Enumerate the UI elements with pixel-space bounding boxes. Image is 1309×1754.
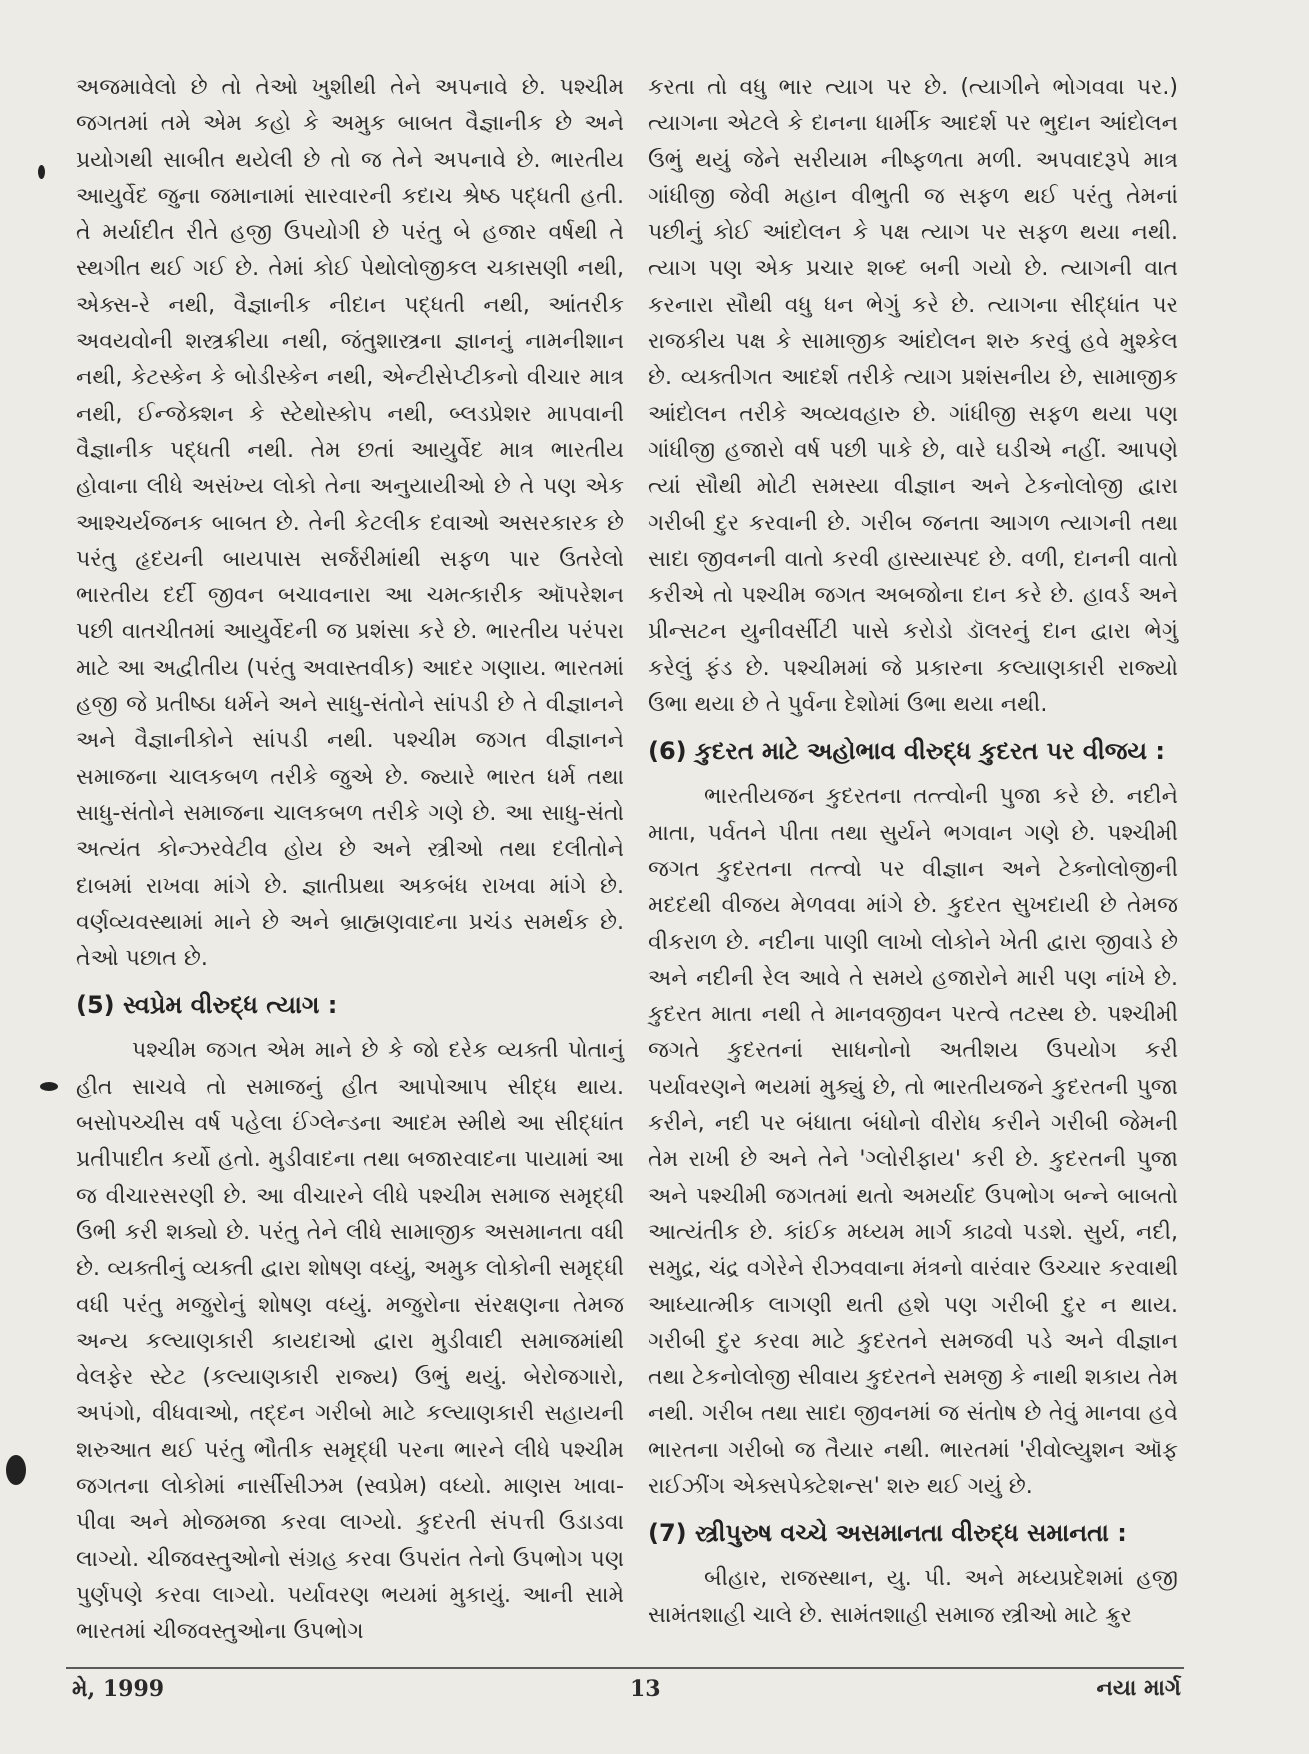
paragraph: કરતા તો વધુ ભાર ત્યાગ પર છે. (ત્યાગીને ભોગવવા પર.) ત્યાગના એટલે કે દાનના ધાર્મીક આદર્શ પર ભુદાન આંદોલન ઉભું થયું જેને સરીયામ નીષ્ફળતા મળી. અપવાદરૂપે માત્ર ગાંધીજી જેવી મહાન વીભુતી જ સફળ થઈ પરંતુ તેમનાં પછીનું કોઈ આંદોલન કે પક્ષ ત્યાગ પર સફળ થયા નથી. ત્યાગ પણ એક પ્રચાર શબ્દ બની ગયો છે. ત્યાગની વાત કરનારા સૌથી વધુ ધન ભેગું કરે છે. ત્યાગના સીદ્ધાંત પર રાજકીય પક્ષ કે સામાજીક આંદોલન શરુ કરવું હવે મુશ્કેલ છે. વ્યક્તીગત આદર્શ તરીકે ત્યાગ પ્રશંસનીય છે, સામાજીક આંદોલન તરીકે અવ્યવહારુ છે. ગાંધીજી સફળ થયા પણ ગાંધીજી હજારો વર્ષ પછી પાકે છે, વારે ઘડીએ નહીં. આપણે ત્યાં સૌથી મોટી સમસ્યા વીજ્ઞાન અને ટેકનોલોજી દ્વારા ગરીબી દુર કરવાની છે. ગરીબ જનતા આગળ ત્યાગની તથા સાદા જીવનની વાતો કરવી હાસ્યાસ્પદ છે. વળી, દાનની વાતો કરીએ તો પશ્ચીમ જગત અબજોના દાન કરે છે. હાવર્ડ અને પ્રીન્સટન યુનીવર્સીટી પાસે કરોડો ડૉલરનું દાન દ્વારા ભેગું કરેલું ફંડ છે. પશ્ચીમમાં જે પ્રકારના કલ્યાણકારી રાજ્યો ઉભા થયા છે તે પુર્વના દેશોમાં ઉભા થયા નથી. [648,75,1178,718]
section-heading-7: (7) સ્ત્રીપુરુષ વચ્ચે અસમાનતા વીરુદ્ધ સમાનતા : [648,1519,1127,1548]
paragraph: અજમાવેલો છે તો તેઓ ખુશીથી તેને અપનાવે છે. પશ્ચીમ જગતમાં તમે એમ કહો કે અમુક બાબત વૈજ્ઞાનીક છે અને પ્રયોગથી સાબીત થયેલી છે તો જ તેને અપનાવે છે. ભારતીય આયુર્વેદ જુના જમાનામાં સારવારની કદાચ શ્રેષ્ઠ પદ્ધતી હતી. તે મર્યાદીત રીતે હજી ઉપયોગી છે પરંતુ બે હજાર વર્ષથી તે સ્થગીત થઈ ગઈ છે. તેમાં કોઈ પેથોલોજીકલ ચકાસણી નથી, એક્સ-રે નથી, વૈજ્ઞાનીક નીદાન પદ્ધતી નથી, આંતરીક અવયવોની શસ્ત્રક્રીયા નથી, જંતુશાસ્ત્રના જ્ઞાનનું નામનીશાન નથી, કેટસ્કેન કે બોડીસ્કેન નથી, એન્ટીસેપ્ટીકનો વીચાર માત્ર નથી, ઈન્જેક્શન કે સ્ટેથોસ્કોપ નથી, બ્લડપ્રેશર માપવાની વૈજ્ઞાનીક પદ્ધતી નથી. તેમ છતાં આયુર્વેદ માત્ર ભારતીય હોવાના લીધે અસંખ્ય લોકો તેના અનુયાયીઓ છે તે પણ એક આશ્ચર્યજનક બાબત છે. તેની કેટલીક દવાઓ અસરકારક છે પરંતુ હૃદયની બાયપાસ સર્જરીમાંથી સફળ પાર ઉતરેલો ભારતીય દર્દી જીવન બચાવનારા આ ચમત્કારીક ઑપરેશન પછી વાતચીતમાં આયુર્વેદની જ પ્રશંસા કરે છે. ભારતીય પરંપરા માટે આ અદ્વીતીય (પરંતુ અવાસ્તવીક) આદર ગણાય. ભારતમાં હજી જે પ્રતીષ્ઠા ધર્મને અને સાધુ-સંતોને સાંપડી છે તે વીજ્ઞાનને અને વૈજ્ઞાનીકોને સાંપડી નથી. પશ્ચીમ જગત વીજ્ઞાનને સમાજના ચાલકબળ તરીકે જુએ છે. જ્યારે ભારત ધર્મ તથા સાધુ-સંતોને સમાજના ચાલકબળ તરીકે ગણે છે. આ સાધુ-સંતો અત્યંત કોન્ઝરવેટીવ હોય છે અને સ્ત્રીઓ તથા દલીતોને દાબમાં રાખવા માંગે છે. જ્ઞાતીપ્રથા અકબંધ રાખવા માંગે છે. વર્ણવ્યવસ્થામાં માને છે અને બ્રાહ્મણવાદના પ્રચંડ સમર્થક છે. તેઓ પછાત છે. [76,75,624,972]
footer-divider [66,1667,1184,1669]
issue-date: મે, 1999 [72,1676,165,1702]
print-speck [40,1082,58,1091]
right-column [648,70,1178,1634]
print-speck [6,1455,26,1485]
print-speck [38,165,45,179]
left-column [76,70,624,1650]
section-heading-5: (5) સ્વપ્રેમ વીરુદ્ધ ત્યાગ : [76,991,338,1020]
paragraph: બીહાર, રાજસ્થાન, યુ. પી. અને મધ્યપ્રદેશમાં હજી સામંતશાહી ચાલે છે. સામંતશાહી સમાજ સ્ત્રીઓ માટે ક્રુર [648,1566,1178,1628]
paragraph: ભારતીયજન કુદરતના તત્ત્વોની પુજા કરે છે. નદીને માતા, પર્વતને પીતા તથા સુર્યને ભગવાન ગણે છે. પશ્ચીમી જગત કુદરતના તત્ત્વો પર વીજ્ઞાન અને ટેક્નોલોજીની મદદથી વીજય મેળવવા માંગે છે. કુદરત સુખદાયી છે તેમજ વીકરાળ છે. નદીના પાણી લાખો લોકોને ખેતી દ્વારા જીવાડે છે અને નદીની રેલ આવે તે સમયે હજારોને મારી પણ નાંખે છે. કુદરત માતા નથી તે માનવજીવન પરત્વે તટસ્થ છે. પશ્ચીમી જગતે કુદરતનાં સાધનોનો અતીશય ઉપયોગ કરી પર્યાવરણને ભયમાં મુક્યું છે, તો ભારતીયજને કુદરતની પુજા કરીને, નદી પર બંધાતા બંધોનો વીરોધ કરીને ગરીબી જેમની તેમ રાખી છે અને તેને 'ગ્લોરીફાય' કરી છે. કુદરતની પુજા અને પશ્ચીમી જગતમાં થતો અમર્યાદ ઉપભોગ બન્ને બાબતો આત્યંતીક છે. કાંઈક મધ્યમ માર્ગ કાઢવો પડશે. સુર્ય, નદી, સમુદ્ર, ચંદ્ર વગેરેને રીઝવવાના મંત્રનો વારંવાર ઉચ્ચાર કરવાથી આધ્યાત્મીક લાગણી થતી હશે પણ ગરીબી દુર ન થાય. ગરીબી દુર કરવા માટે કુદરતને સમજવી પડે અને વીજ્ઞાન તથા ટેકનોલોજી સીવાય કુદરતને સમજી કે નાથી શકાય તેમ નથી. ગરીબ તથા સાદા જીવનમાં જ સંતોષ છે તેવું માનવા હવે ભારતના ગરીબો જ તૈયાર નથી. ભારતમાં 'રીવોલ્યુશન ઑફ રાઈઝીંગ એક્સપેક્ટેશન્સ' શરુ થઈ ગયું છે. [648,784,1178,1499]
page-number: 13 [630,1676,661,1702]
paragraph: પશ્ચીમ જગત એમ માને છે કે જો દરેક વ્યક્તી પોતાનું હીત સાચવે તો સમાજનું હીત આપોઆપ સીદ્ધ થાય. બસોપચ્ચીસ વર્ષ પહેલા ઈંગ્લેન્ડના આદમ સ્મીથે આ સીદ્ધાંત પ્રતીપાદીત કર્યો હતો. મુડીવાદના તથા બજારવાદના પાયામાં આ જ વીચારસરણી છે. આ વીચારને લીધે પશ્ચીમ સમાજ સમૃદ્ધી ઉભી કરી શક્યો છે. પરંતુ તેને લીધે સામાજીક અસમાનતા વધી છે. વ્યક્તીનું વ્યક્તી દ્વારા શોષણ વધ્યું, અમુક લોકોની સમૃદ્ધી વધી પરંતુ મજુરોનું શોષણ વધ્યું. મજુરોના સંરક્ષણના તેમજ અન્ય કલ્યાણકારી કાયદાઓ દ્વારા મુડીવાદી સમાજમાંથી વેલફેર સ્ટેટ (કલ્યાણકારી રાજ્ય) ઉભું થયું. બેરોજગારો, અપંગો, વીધવાઓ, તદ્દન ગરીબો માટે કલ્યાણકારી સહાયની શરુઆત થઈ પરંતુ ભૌતીક સમૃદ્ધી પરના ભારને લીધે પશ્ચીમ જગતના લોકોમાં નાર્સીસીઝમ (સ્વપ્રેમ) વધ્યો. માણસ ખાવા-પીવા અને મોજમજા કરવા લાગ્યો. કુદરતી સંપત્તી ઉડાડવા લાગ્યો. ચીજવસ્તુઓનો સંગ્રહ કરવા ઉપરાંત તેનો ઉપભોગ પણ પુર્ણપણે કરવા લાગ્યો. પર્યાવરણ ભયમાં મુકાયું. આની સામે ભારતમાં ચીજવસ્તુઓના ઉપભોગ [76,1038,624,1645]
section-heading-6: (6) કુદરત માટે અહોભાવ વીરુદ્ધ કુદરત પર વીજય : [648,737,1166,766]
magazine-name: નયા માર્ગ [1096,1676,1181,1701]
